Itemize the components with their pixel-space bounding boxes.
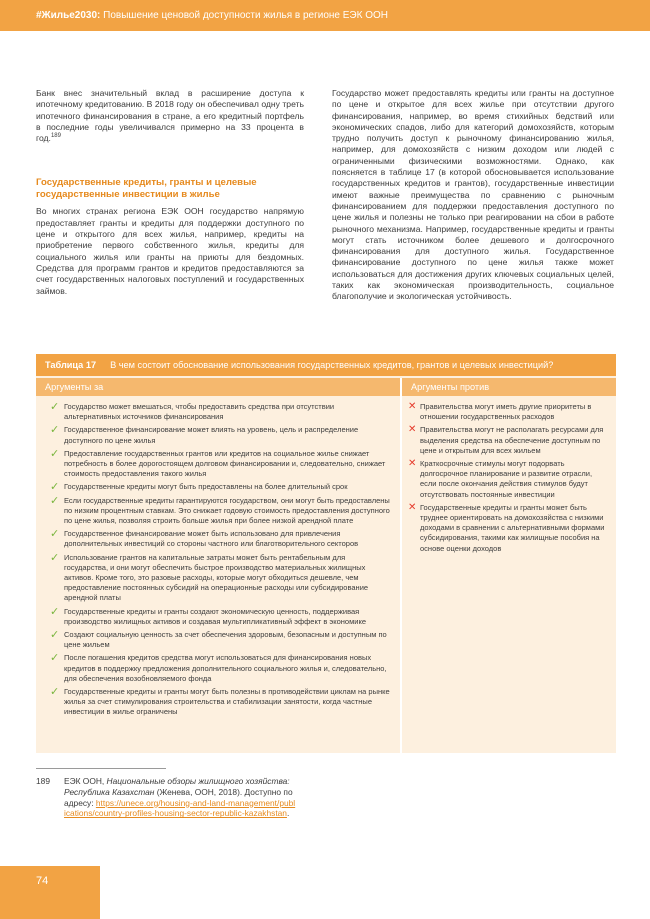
argument-text: Использование грантов на капитальные затраты может быть рентабельным для государства, и они могут обеспечить быстрое производство материальных жилищных активов. Кроме того, это разовые расходы, которые могут обходиться дешевле, чем предоставление постоянных субсидий на операционные расходы или субсидирование арендной платы xyxy=(64,552,369,603)
argument-text: Если государственные кредиты гарантируются государством, они могут быть предоставлены по низким процентным ставкам. Это снижает годовую стоимость предоставления доступного по цене жилья, позволяя строить больше жилья при более низкой арендной плате xyxy=(64,495,390,526)
cross-icon: ✕ xyxy=(408,401,417,412)
page-number: 74 xyxy=(36,875,49,887)
argument-text: После погашения кредитов средства могут использоваться для финансирования новых кредитов в поддержку предложения дополнительного социального жилья и, следовательно, для обеспечения возобновляемого фонда xyxy=(64,653,387,683)
cross-icon: ✕ xyxy=(408,501,417,513)
check-icon: ✓ xyxy=(50,481,60,494)
check-icon: ✓ xyxy=(50,401,60,413)
argument-text: Краткосрочные стимулы могут подорвать долгосрочное планирование и развитие отрасли, если после окончания действия стимулов будут отсутствовать постоянные инвестиции xyxy=(420,459,593,499)
check-icon: ✓ xyxy=(50,424,60,437)
paragraph: Банк внес значительный вклад в расширение доступа к ипотечному кредитованию. В 2018 году он обеспечивал одну треть ипотечного финансирования в стране, а его кредитный портфель в последние годы увеличивался примерно на 33 процента в год.$^{189}$ xyxy=(36,88,304,144)
argument-item xyxy=(50,402,390,422)
argument-text: Предоставление государственных грантов или кредитов на социальное жилье снижает потребность в более дорогостоящем долговом финансировании и, следовательно, снижает стоимость предоставления такого жилья xyxy=(64,448,386,479)
footnote-link[interactable]: https://unece.org/housing-and-land-management/publications/country-profiles-housing-sector-republic-kazakhstan xyxy=(64,797,296,819)
paragraph: Государство может предоставлять кредиты или гранты на доступное по цене и открытое для всех жилье при отсутствии другого финансирования, например, во время стихийных бедствий или экономических спадов, либо для категорий домохозяйств, которым трудно получить доступ к рыночному финансированию жилья, например, для домохозяйств с низким доходом или людей с ограниченными физическими возможностями. Однако, как поясняется в таблице 17 (в которой обосновывается использование государственных кредитов и грантов), государственные инвестиции имеют важные преимущества по сравнению с рыночным финансированием для поддержки предоставления доступного по цене жилья и полезны не только при реагировании на сбои в работе рыночного механизма. Например, государственные кредиты и гранты могут стать источником более дешевого и долгосрочного финансирования для доступного жилья. Государственное финансирование доступного по цене жилья также может использоваться для достижения других ключевых социальных целей, таких как экономическая производительность, социальное благополучие и экологическая устойчивость. xyxy=(332,88,614,302)
check-icon: ✓ xyxy=(50,605,60,618)
table-17 xyxy=(36,354,616,753)
argument-text: Создают социальную ценность за счет обеспечения здоровым, безопасным и доступным по цене жильем xyxy=(64,630,387,650)
cross-icon: ✕ xyxy=(408,424,417,436)
argument-text: Государственные кредиты и гранты может быть труднее ориентировать на домохозяйства с низкими доходами в сравнении с альтернативными формами субсидирования, такими как жилищные пособия на основе оценки доходов xyxy=(420,502,605,553)
argument-item xyxy=(408,459,606,500)
check-icon: ✓ xyxy=(50,551,60,564)
paragraph: Во многих странах региона ЕЭК ООН государство напрямую предоставляет гранты и кредиты для поддержки доступного по цене и открытого для всех жилья, например, кредиты на приобретение первого собственного жилья, кредиты для социального жилья или гранты на приюты для бездомных. Средства для программ грантов и кредитов предоставляются за счет государственных налоговых поступлений и государственных займов. xyxy=(36,206,304,296)
argument-item xyxy=(50,553,390,604)
footnote-ref[interactable]: 189 xyxy=(50,133,61,140)
header-hashtag: #Жилье2030: xyxy=(36,10,101,21)
column-header-pro: Аргументы за xyxy=(36,378,400,396)
argument-item xyxy=(50,607,390,627)
argument-item xyxy=(408,402,606,422)
argument-item xyxy=(50,687,390,718)
table-number: Таблица 17 xyxy=(45,360,97,370)
argument-text: Государство может вмешаться, чтобы предоставить средства при отсутствии альтернативных источников финансирования xyxy=(64,402,335,422)
argument-item xyxy=(50,630,390,650)
argument-text: Государственные кредиты и гранты создают экономическую ценность, поддерживая производство жилищных активов и создавая мультипликативный эффект в экономике xyxy=(64,606,366,626)
argument-item xyxy=(50,653,390,684)
footnote-divider xyxy=(36,768,166,769)
running-header xyxy=(0,0,650,31)
argument-item xyxy=(50,482,390,492)
check-icon: ✓ xyxy=(50,494,60,507)
argument-text: Государственные кредиты могут быть предоставлены на более длительный срок xyxy=(64,482,348,492)
argument-text: Государственные кредиты и гранты могут быть полезны в противодействии циклам на рынке жилья за счет стимулирования строительства и стабилизации занятости, когда частные инвестиции в жилье ограничены xyxy=(64,687,390,717)
check-icon: ✓ xyxy=(50,652,60,665)
argument-item xyxy=(408,503,606,554)
section-heading: Государственные кредиты, гранты и целевые государственные инвестиции в жилье xyxy=(36,177,257,201)
check-icon: ✓ xyxy=(50,447,60,460)
footnote-number: 189 xyxy=(36,776,50,786)
argument-text: Государственное финансирование может влиять на уровень, цель и распределение доступного по цене жилья xyxy=(64,425,359,445)
argument-item xyxy=(408,425,606,456)
left-column xyxy=(36,88,304,297)
check-icon: ✓ xyxy=(50,629,60,642)
cross-icon: ✕ xyxy=(408,458,417,470)
column-header-con: Аргументы против xyxy=(402,378,616,396)
argument-text: Государственное финансирование может быть использовано для привлечения дополнительных инвестиций со стороны частного или благотворительного секторов xyxy=(64,529,359,549)
right-column xyxy=(332,88,614,303)
pro-arguments-list xyxy=(50,402,390,721)
argument-item xyxy=(50,449,390,480)
check-icon: ✓ xyxy=(50,528,60,541)
argument-text: Правительства могут иметь другие приоритеты в отношении государственных расходов xyxy=(420,402,592,422)
page-number-box xyxy=(0,866,100,919)
column-divider xyxy=(400,378,402,753)
argument-item xyxy=(50,529,390,549)
table-title-bar xyxy=(36,354,616,376)
footnote-text: ЕЭК ООН, Национальные обзоры жилищного хозяйства: Республика Казахстан (Женева, ООН, 2018). Доступно по адресу: https://unece.org/housing-and-land-management/publications/country-profiles-housing-sector-republic-kazakhstan. xyxy=(64,776,296,819)
check-icon: ✓ xyxy=(50,686,60,699)
con-arguments-list xyxy=(408,402,606,557)
argument-item xyxy=(50,425,390,445)
argument-item xyxy=(50,496,390,527)
argument-text: Правительства могут не располагать ресурсами для выделения средства на обеспечение доступным по цене и открытым для всех жильем xyxy=(420,425,604,455)
header-title: Повышение ценовой доступности жилья в регионе ЕЭК ООН xyxy=(103,10,388,21)
table-title: В чем состоит обоснование использования государственных кредитов, грантов и целевых инвестиций? xyxy=(110,360,554,370)
footnote xyxy=(36,776,296,819)
